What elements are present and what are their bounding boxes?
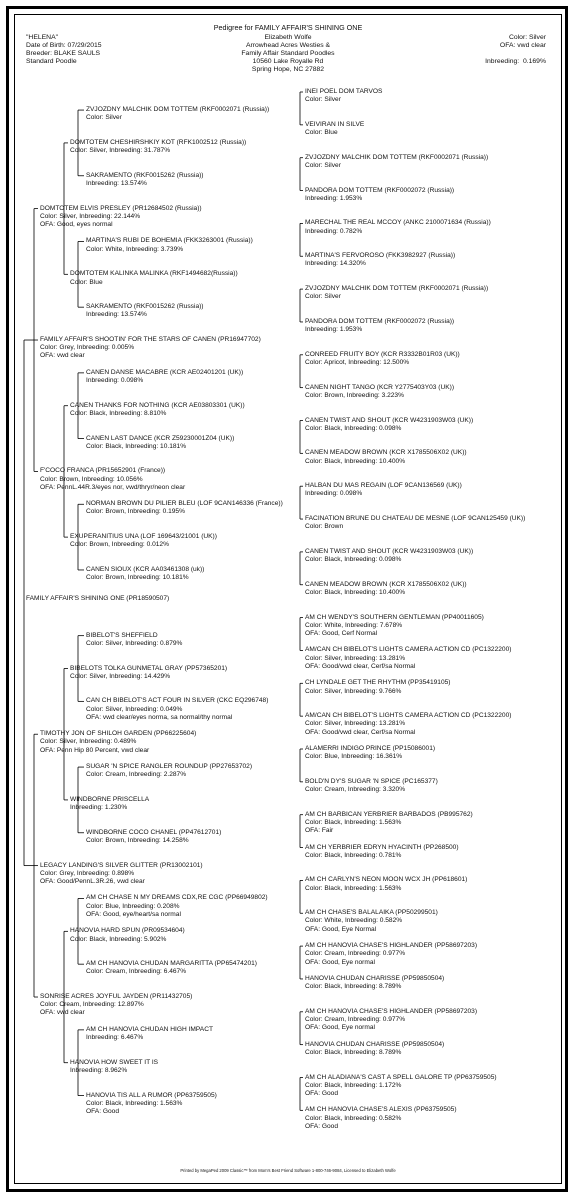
dog-detail: Color: Silver, Inbreeding: 13.281% [305, 720, 406, 728]
dog-detail: Inbreeding: 0.098% [305, 490, 363, 498]
dog-detail: Color: Grey, Inbreeding: 0.005% [40, 344, 135, 352]
dog-detail: Color: Silver, Inbreeding: 0.489% [40, 738, 137, 746]
dog-detail: Color: Apricot, Inbreeding: 12.500% [305, 359, 410, 366]
dog-name: EXUPERANITIUS UNA (LOF 169643/21001 (UK)) [70, 533, 217, 541]
dog-detail: Color: Cream, Inbreeding: 12.897% [40, 1001, 144, 1009]
dog-detail: Inbreeding: 1.230% [70, 804, 128, 812]
dog-detail: OFA: Good/vwd clear, Cerf/sa Normal [305, 728, 416, 736]
dog-name: AM CH WENDY'S SOUTHERN GENTLEMAN (PP40011605) [305, 613, 484, 621]
dog-name: WINDBORNE PRISCELLA [70, 795, 150, 803]
dog-detail: Color: Brown, Inbreeding: 10.181% [86, 574, 189, 582]
dog-name: VEIVIRAN IN SILVE [305, 120, 365, 128]
dog-name: SONRISE ACRES JOYFUL JAYDEN (PR11432705) [40, 993, 193, 1001]
dog-detail: Inbreeding: 0.782% [305, 227, 363, 235]
subject-ofa: OFA: vwd clear [499, 42, 546, 49]
dog-name: F'COCO FRANCA (PR15652901 (France)) [40, 467, 166, 475]
date-of-birth: Date of Birth: 07/29/2015 [26, 42, 102, 49]
dog-name: PANDORA DOM TOTTEM (RKF0002072 (Russia)) [305, 186, 455, 194]
dog-name: CANEN LAST DANCE (KCR Z59230001Z04 (UK)) [86, 434, 235, 442]
dog-name: MARTINA'S FERVOROSO (FKK3982927 (Russia)) [305, 252, 456, 260]
dog-detail: Color: Cream, Inbreeding: 0.977% [305, 1016, 406, 1023]
dog-detail: Color: Silver [305, 96, 341, 104]
dog-detail: OFA: Good, Eye normal [305, 958, 375, 966]
dog-name: FAMILY AFFAIR'S SHOOTIN' FOR THE STARS OF CANEN (PR16947702) [40, 336, 261, 344]
dog-detail: OFA: Good, Cerf Normal [305, 630, 378, 637]
dog-detail: Color: Brown, Inbreeding: 14.258% [86, 836, 189, 844]
dog-name: LEGACY LANDING'S SILVER GLITTER (PR13002101) [40, 861, 203, 869]
dog-detail: Color: Silver, Inbreeding: 13.281% [305, 654, 406, 662]
dog-name: CANEN MEADOW BROWN (KCR X1785506X02 (UK)) [305, 580, 467, 588]
dog-name: AM CH HANOVIA CHASE'S HIGHLANDER (PP58697203) [305, 1007, 478, 1015]
subject-dog-name: FAMILY AFFAIR'S SHINING ONE (PR18590507) [26, 594, 170, 602]
dog-name: SUGAR 'N SPICE RANGLER ROUNDUP (PP27653702) [86, 763, 253, 771]
dog-name: CONREED FRUITY BOY (KCR R3332B01R03 (UK)) [305, 350, 460, 358]
dog-detail: Color: Brown, Inbreeding: 3.223% [305, 391, 404, 399]
dog-detail: OFA: Good, Eye Normal [305, 925, 377, 933]
dog-detail: Color: Blue, Inbreeding: 0.208% [86, 902, 180, 910]
dog-name: HANOVIA HOW SWEET IT IS [70, 1058, 159, 1066]
dog-detail: Color: Black, Inbreeding: 5.902% [70, 935, 167, 943]
dog-detail: Color: Black, Inbreeding: 0.098% [305, 424, 402, 432]
owner-address-1: 10560 Lake Royalle Rd [252, 58, 324, 65]
dog-detail: Color: Cream, Inbreeding: 2.287% [86, 771, 187, 779]
dog-detail: OFA: Good, Eye normal [305, 1024, 375, 1032]
breed: Standard Poodle [26, 58, 77, 65]
subject-inbreeding: Inbreeding: 0.169% [485, 58, 546, 65]
dog-detail: Color: Cream, Inbreeding: 0.977% [305, 950, 406, 958]
dog-detail: Color: Black, Inbreeding: 0.781% [305, 851, 402, 859]
dog-detail: OFA: PennL.44R.3/eyes nor, vwd/thryr/neon clear [40, 483, 186, 491]
dog-name: CANEN TWIST AND SHOUT (KCR W4231903W03 (UK)) [305, 547, 474, 555]
dog-detail: OFA: vwd clear/eyes norma, sa normal/thy normal [86, 713, 233, 721]
dog-detail: Color: Silver, Inbreeding: 0.049% [86, 705, 183, 713]
dog-detail: OFA: Good/vwd clear, Cerf/sa Normal [305, 662, 416, 670]
dog-name: HANOVIA HARD SPUN (PR09534604) [70, 927, 185, 935]
dog-detail: Color: White, Inbreeding: 7.678% [305, 621, 403, 629]
dog-detail: OFA: Good, eyes normal [40, 221, 113, 229]
dog-name: BOLD'N DY'S SUGAR 'N SPICE (PC165377) [305, 777, 438, 785]
dog-detail: Color: White, Inbreeding: 3.739% [86, 245, 184, 253]
dog-name: CANEN THANKS FOR NOTHING (KCR AE03803301 (UK)) [70, 401, 245, 409]
dog-detail: OFA: Fair [305, 827, 334, 835]
dog-name: CANEN DANSE MACABRE (KCR AE02401201 (UK)) [86, 368, 244, 376]
dog-name: AM CH CARLYN'S NEON MOON WCX JH (PP618601) [305, 876, 468, 884]
dog-detail: Inbreeding: 1.953% [305, 194, 363, 202]
dog-detail: Color: Black, Inbreeding: 1.563% [305, 884, 402, 892]
dog-name: CH LYNDALE GET THE RHYTHM (PP35419105) [305, 679, 451, 687]
dog-name: HALBAN DU MAS REGAIN (LOF 9CAN136569 (UK)) [305, 482, 462, 490]
dog-name: AM CH YERBRIER EDRYN HYACINTH (PP268500) [305, 843, 459, 851]
dog-name: AM/CAN CH BIBELOT'S LIGHTS CAMERA ACTION CD (PC1322200) [305, 712, 512, 720]
dog-detail: OFA: Good [305, 1122, 338, 1130]
dog-detail: Color: Black, Inbreeding: 10.181% [86, 442, 187, 450]
dog-name: BIBELOTS TOLKA GUNMETAL GRAY (PP57365201) [70, 664, 228, 672]
dog-detail: Inbreeding: 1.953% [305, 326, 363, 334]
dog-name: AM CH CHASE N MY DREAMS CDX,RE CGC (PP66949802) [86, 894, 268, 902]
dog-name: CANEN MEADOW BROWN (KCR X1785506X02 (UK)) [305, 449, 467, 457]
dog-detail: Color: White, Inbreeding: 0.582% [305, 917, 403, 925]
dog-detail: Color: Silver, Inbreeding: 0.879% [86, 639, 183, 647]
owner-kennel-2: Family Affair Standard Poodles [241, 50, 335, 57]
dog-name: SAKRAMENTO (RKF0015262 (Russia)) [86, 171, 204, 179]
dog-name: NORMAN BROWN DU PILIER BLEU (LOF 9CAN146336 (France)) [86, 500, 283, 508]
dog-name: BIBELOT'S SHEFFIELD [86, 631, 158, 639]
dog-name: WINDBORNE COCO CHANEL (PP47612701) [86, 828, 222, 836]
dog-detail: OFA: Good [305, 1089, 338, 1097]
dog-name: AM/CAN CH BIBELOT'S LIGHTS CAMERA ACTION CD (PC1322200) [305, 646, 512, 654]
dog-detail: Inbreeding: 6.467% [86, 1034, 144, 1042]
dog-name: ZVJOZDNY MALCHIK DOM TOTTEM (RKF0002071 (Russia)) [86, 106, 270, 114]
dog-name: DOMTOTEM CHESHIRSHKIY KOT (RFK1002512 (Russia)) [70, 138, 247, 146]
dog-detail: OFA: vwd clear [40, 1009, 85, 1017]
pedigree-title: Pedigree for FAMILY AFFAIR'S SHINING ONE [213, 23, 363, 32]
footer-credit: Printed by MegaPed 2009 Classic™ from Mom's Best Friend Software 1-800-746-9084, Licensed to Elizabeth Wolfe [180, 1168, 396, 1173]
dog-detail: Color: Black, Inbreeding: 1.563% [305, 818, 402, 826]
dog-name: TIMOTHY JON OF SHILOH GARDEN (PP66225604) [40, 730, 197, 738]
dog-name: DOMTOTEM ELVIS PRESLEY (PR12684502 (Russia)) [40, 204, 202, 212]
dog-detail: Color: Black, Inbreeding: 8.810% [70, 409, 167, 417]
dog-name: HANOVIA TIS ALL A RUMOR (PP63759505) [86, 1091, 217, 1099]
dog-detail: Color: Silver [86, 114, 122, 122]
dog-name: CANEN TWIST AND SHOUT (KCR W4231903W03 (UK)) [305, 416, 474, 424]
dog-name: AM CH ALADIANA'S CAST A SPELL GALORE TP (PP63759505) [305, 1073, 497, 1081]
dog-name: PANDORA DOM TOTTEM (RKF0002072 (Russia)) [305, 317, 455, 325]
dog-detail: Color: Brown [305, 523, 344, 531]
dog-name: AM CH HANOVIA CHASE'S HIGHLANDER (PP58697203) [305, 942, 478, 950]
dog-detail: Inbreeding: 13.574% [86, 179, 147, 187]
dog-detail: Color: Black, Inbreeding: 0.098% [305, 556, 402, 564]
owner-address-2: Spring Hope, NC 27882 [251, 66, 325, 73]
dog-detail: Color: Blue [305, 129, 338, 137]
dog-detail: Inbreeding: 0.098% [86, 377, 144, 385]
dog-detail: Color: Black, Inbreeding: 10.400% [305, 457, 406, 465]
dog-detail: Color: Silver [305, 161, 341, 169]
dog-detail: Color: Grey, Inbreeding: 0.898% [40, 869, 135, 877]
dog-detail: Color: Brown, Inbreeding: 10.056% [40, 475, 143, 483]
dog-detail: Color: Brown, Inbreeding: 0.195% [86, 508, 185, 516]
dog-detail: Color: Black, Inbreeding: 10.400% [305, 588, 406, 596]
dog-detail: Color: Cream, Inbreeding: 6.467% [86, 968, 187, 976]
dog-detail: Color: Silver [305, 293, 341, 301]
dog-name: CAN CH BIBELOT'S ACT FOUR IN SILVER (CKC EQ296748) [86, 697, 269, 705]
dog-name: ALAMERRI INDIGO PRINCE (PP15086001) [305, 745, 436, 752]
dog-detail: Color: Cream, Inbreeding: 3.320% [305, 786, 406, 794]
dog-detail: OFA: Good [86, 1107, 119, 1115]
dog-detail: Color: Silver, Inbreeding: 14.429% [70, 672, 171, 680]
dog-detail: Color: Blue, Inbreeding: 16.361% [305, 753, 403, 761]
dog-name: AM CH HANOVIA CHUDAN MARGARITTA (PP65474201) [86, 960, 257, 968]
dog-detail: OFA: vwd clear [40, 352, 85, 360]
dog-detail: Color: Brown, Inbreeding: 0.012% [70, 541, 169, 549]
dog-name: ZVJOZDNY MALCHIK DOM TOTTEM (RKF0002071 (Russia)) [305, 153, 489, 161]
dog-detail: Color: Silver, Inbreeding: 31.787% [70, 147, 171, 155]
dog-name: MARTINA'S RUBI DE BOHEMIA (FKK3263001 (Russia)) [86, 237, 253, 245]
owner-name: Elizabeth Wolfe [264, 34, 312, 41]
dog-name: DOMTOTEM KALINKA MALINKA (RKF1494682(Russia)) [70, 270, 238, 278]
dog-detail: Color: Black, Inbreeding: 8.789% [305, 983, 402, 991]
dog-detail: OFA: Penn Hip 80 Percent, vwd clear [40, 746, 150, 754]
dog-name: INEI POEL DOM TARVOS [305, 88, 383, 95]
dog-detail: Inbreeding: 8.962% [70, 1066, 128, 1074]
dog-detail: Inbreeding: 14.320% [305, 260, 366, 268]
dog-detail: Color: Silver, Inbreeding: 9.766% [305, 687, 402, 695]
dog-name: HANOVIA CHUDAN CHARISSE (PP59850504) [305, 1040, 445, 1048]
dog-name: AM CH HANOVIA CHUDAN HIGH IMPACT [86, 1025, 213, 1033]
dog-name: AM CH BARBICAN YERBRIER BARBADOS (PB995762) [305, 810, 473, 818]
dog-name: ZVJOZDNY MALCHIK DOM TOTTEM (RKF0002071 (Russia)) [305, 285, 489, 293]
dog-detail: OFA: Good/PennL.3R.26, vwd clear [40, 878, 145, 886]
dog-detail: Inbreeding: 13.574% [86, 311, 147, 319]
dog-detail: Color: Black, Inbreeding: 8.789% [305, 1048, 402, 1056]
subject-color: Color: Silver [508, 34, 546, 41]
dog-name: SAKRAMENTO (RKF0015262 (Russia)) [86, 303, 204, 311]
dog-detail: Color: Black, Inbreeding: 1.172% [305, 1081, 402, 1089]
dog-detail: OFA: Good, eye/heart/sa normal [86, 910, 181, 918]
dog-detail: Color: Black, Inbreeding: 0.582% [305, 1114, 402, 1122]
dog-detail: Color: Silver, Inbreeding: 22.144% [40, 212, 141, 220]
dog-name: CANEN NIGHT TANGO (KCR Y2775403Y03 (UK)) [305, 383, 455, 391]
owner-kennel-1: Arrowhead Acres Westies & [245, 42, 331, 49]
dog-name: HANOVIA CHUDAN CHARISSE (PP59850504) [305, 974, 445, 982]
dog-name: FACINATION BRUNE DU CHATEAU DE MESNE (LOF 9CAN125459 (UK)) [305, 515, 526, 523]
breeder: Breeder: BLAKE SAULS [26, 50, 101, 57]
dog-name: CANEN SIOUX (KCR AA03461308 (uk)) [86, 565, 205, 573]
dog-name: AM CH HANOVIA CHASE'S ALEXIS (PP63759505) [305, 1106, 457, 1114]
call-name: "HELENA" [26, 34, 59, 41]
dog-name: MARECHAL THE REAL MCCOY (ANKC 2100071634 (Russia)) [305, 219, 491, 227]
dog-name: AM CH CHASE'S BALALAIKA (PP50299501) [305, 909, 438, 917]
dog-detail: Color: Blue [70, 278, 103, 286]
dog-detail: Color: Black, Inbreeding: 1.563% [86, 1099, 183, 1107]
